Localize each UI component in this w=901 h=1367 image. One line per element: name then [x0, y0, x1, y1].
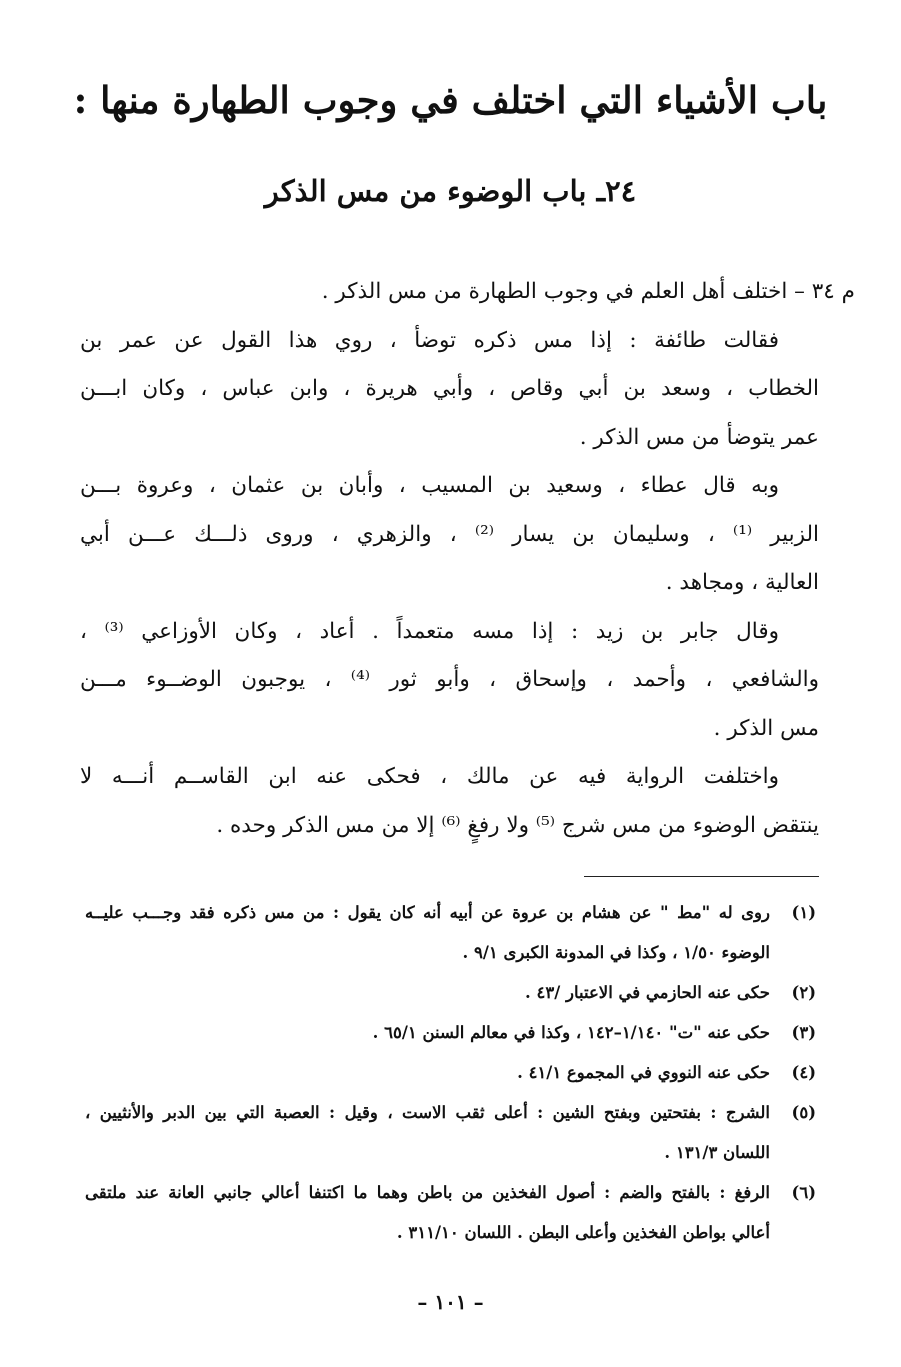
chapter-title: باب الأشياء التي اختلف في وجوب الطهارة منها : — [73, 78, 828, 122]
footnote-6-cont — [85, 1213, 816, 1253]
footnotes — [85, 893, 816, 1253]
footnote-text: حكى عنه النووي في المجموع ٤١/١ . — [517, 1063, 770, 1082]
body-line: مس الذكر . — [713, 715, 819, 741]
page-number: – ١٠١ – — [417, 1290, 484, 1314]
footnote-number: (٤) — [791, 1063, 816, 1082]
footnote-text: اللسان ١٣١/٣ . — [664, 1143, 770, 1162]
body-line: وقال جابر بن زيد : إذا مسه متعمداً . أعاد ، وكان الأوزاعي ⁽³⁾ ، — [80, 618, 779, 644]
footnote-text: حكى عنه "ت" ١/١٤٠–١٤٢ ، وكذا في معالم السنن ٦٥/١ . — [372, 1023, 770, 1042]
footnote-1-cont — [85, 933, 816, 973]
footnote-number: (٥) — [791, 1103, 816, 1122]
footnote-text: الرفغ : بالفتح والضم : أصول الفخذين من باطن وهما ما اكتنفا أعالي جانبي العانة عند ملتقى — [85, 1183, 770, 1202]
footnote-5-cont — [85, 1133, 816, 1173]
footnote-number: (٢) — [791, 983, 816, 1002]
footnote-text: أعالي بواطن الفخذين وأعلى البطن . اللسان ٣١١/١٠ . — [396, 1223, 770, 1242]
body-line: وبه قال عطاء ، وسعيد بن المسيب ، وأبان بن عثمان ، وعروة بـــن — [80, 473, 779, 498]
body-line: واختلفت الرواية فيه عن مالك ، فحكى عنه ابن القاســم أنـــه لا — [80, 764, 779, 789]
footnote-6 — [85, 1173, 816, 1213]
footnote-text: حكى عنه الحازمي في الاعتبار /٤٣ . — [525, 983, 770, 1002]
footnote-3 — [85, 1013, 816, 1053]
section-title: ٢٤ـ باب الوضوء من مس الذكر — [264, 174, 637, 208]
body-line: والشافعي ، وأحمد ، وإسحاق ، وأبو ثور ⁽⁴⁾ ، يوجبون الوضــوء مـــن — [80, 667, 819, 692]
footnote-text: الوضوء ١/٥٠ ، وكذا في المدونة الكبرى ٩/١ . — [462, 943, 770, 962]
footnote-text: الشرج : بفتحتين وبفتح الشين : أعلى ثقب الاست ، وقيل : العصبة التي بين الدبر والأنثيين ، — [85, 1103, 770, 1122]
body-line: العالية ، ومجاهد . — [665, 570, 819, 595]
footnote-number: (٣) — [791, 1023, 816, 1042]
body-line: م ٣٤ – اختلف أهل العلم في وجوب الطهارة من مس الذكر . — [321, 279, 855, 304]
footnote-text: روى له "مط " عن هشام بن عروة عن أبيه أنه كان يقول : من مس ذكره فقد وجـــب عليــه — [85, 903, 770, 922]
footnote-4 — [85, 1053, 816, 1093]
body-line: الزبير ⁽¹⁾ ، وسليمان بن يسار ⁽²⁾ ، والزهري ، وروى ذلـــك عـــن أبي — [80, 521, 819, 547]
footnote-number: (١) — [791, 903, 816, 922]
footnote-2 — [85, 973, 816, 1013]
body-line: الخطاب ، وسعد بن أبي وقاص ، وأبي هريرة ، وابن عباس ، وكان ابـــن — [80, 376, 819, 401]
footnote-1 — [85, 893, 816, 933]
body-line: ينتقض الوضوء من مس شرج ⁽⁵⁾ ولا رفغٍ ⁽⁶⁾ إلا من مس الذكر وحده . — [216, 812, 819, 838]
footnote-number: (٦) — [791, 1183, 816, 1202]
footnote-5 — [85, 1093, 816, 1133]
footnote-divider — [584, 876, 819, 877]
main-text — [80, 268, 855, 850]
body-line: عمر يتوضأ من مس الذكر . — [579, 424, 819, 450]
body-line: فقالت طائفة : إذا مس ذكره توضأ ، روي هذا القول عن عمر بن — [80, 327, 779, 353]
